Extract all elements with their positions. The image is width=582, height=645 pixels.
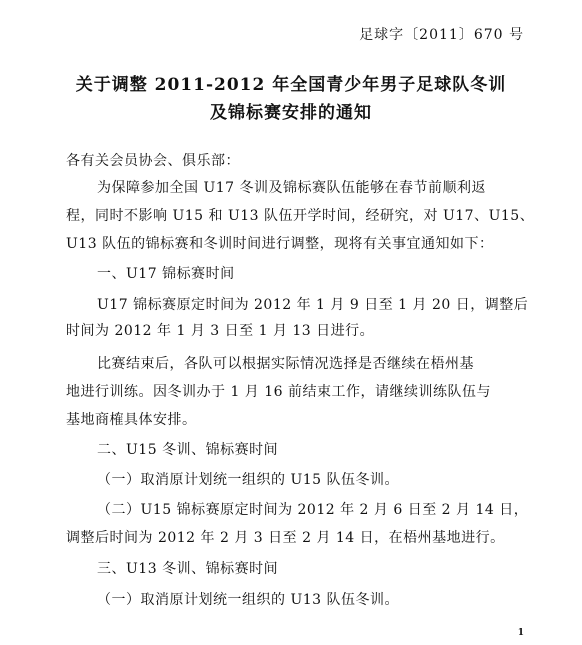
salutation: 各有关会员协会、俱乐部： (66, 153, 240, 169)
paragraph-line: 地进行训练。因冬训办于 1 月 16 前结束工作，请继续训练队伍与 (66, 384, 492, 400)
document-number: 足球字〔2011〕670 号 (359, 27, 524, 43)
paragraph-line: 为保障参加全国 U17 冬训及锦标赛队伍能够在春节前顺利返 (97, 180, 487, 196)
paragraph-line: 程，同时不影响 U15 和 U13 队伍开学时间，经研究，对 U17、U15、 (66, 208, 535, 224)
section-heading: 三、U13 冬训、锦标赛时间 (97, 561, 279, 577)
page-number: 1 (517, 628, 524, 638)
paragraph-line: 基地商榷具体安排。 (66, 412, 197, 428)
paragraph-line: 时间为 2012 年 1 月 3 日至 1 月 13 日进行。 (66, 323, 375, 339)
paragraph-line: （一）取消原计划统一组织的 U15 队伍冬训。 (97, 472, 400, 488)
section-heading: 一、U17 锦标赛时间 (97, 266, 235, 282)
paragraph-line: U13 队伍的锦标赛和冬训时间进行调整，现将有关事宜通知如下： (66, 236, 494, 252)
paragraph-line: 调整后时间为 2012 年 2 月 3 日至 2 月 14 日，在梧州基地进行。 (66, 530, 505, 546)
paragraph-line: 比赛结束后，各队可以根据实际情况选择是否继续在梧州基 (97, 356, 474, 372)
document-title-line-1: 关于调整 2011-2012 年全国青少年男子足球队冬训 (75, 75, 507, 95)
paragraph-line: （一）取消原计划统一组织的 U13 队伍冬训。 (97, 592, 400, 608)
document-title-line-2: 及锦标赛安排的通知 (210, 103, 372, 123)
paragraph-line: （二）U15 锦标赛原定时间为 2012 年 2 月 6 日至 2 月 14 日， (97, 502, 529, 518)
paragraph-line: U17 锦标赛原定时间为 2012 年 1 月 9 日至 1 月 20 日，调整后 (97, 297, 529, 313)
section-heading: 二、U15 冬训、锦标赛时间 (97, 442, 279, 458)
